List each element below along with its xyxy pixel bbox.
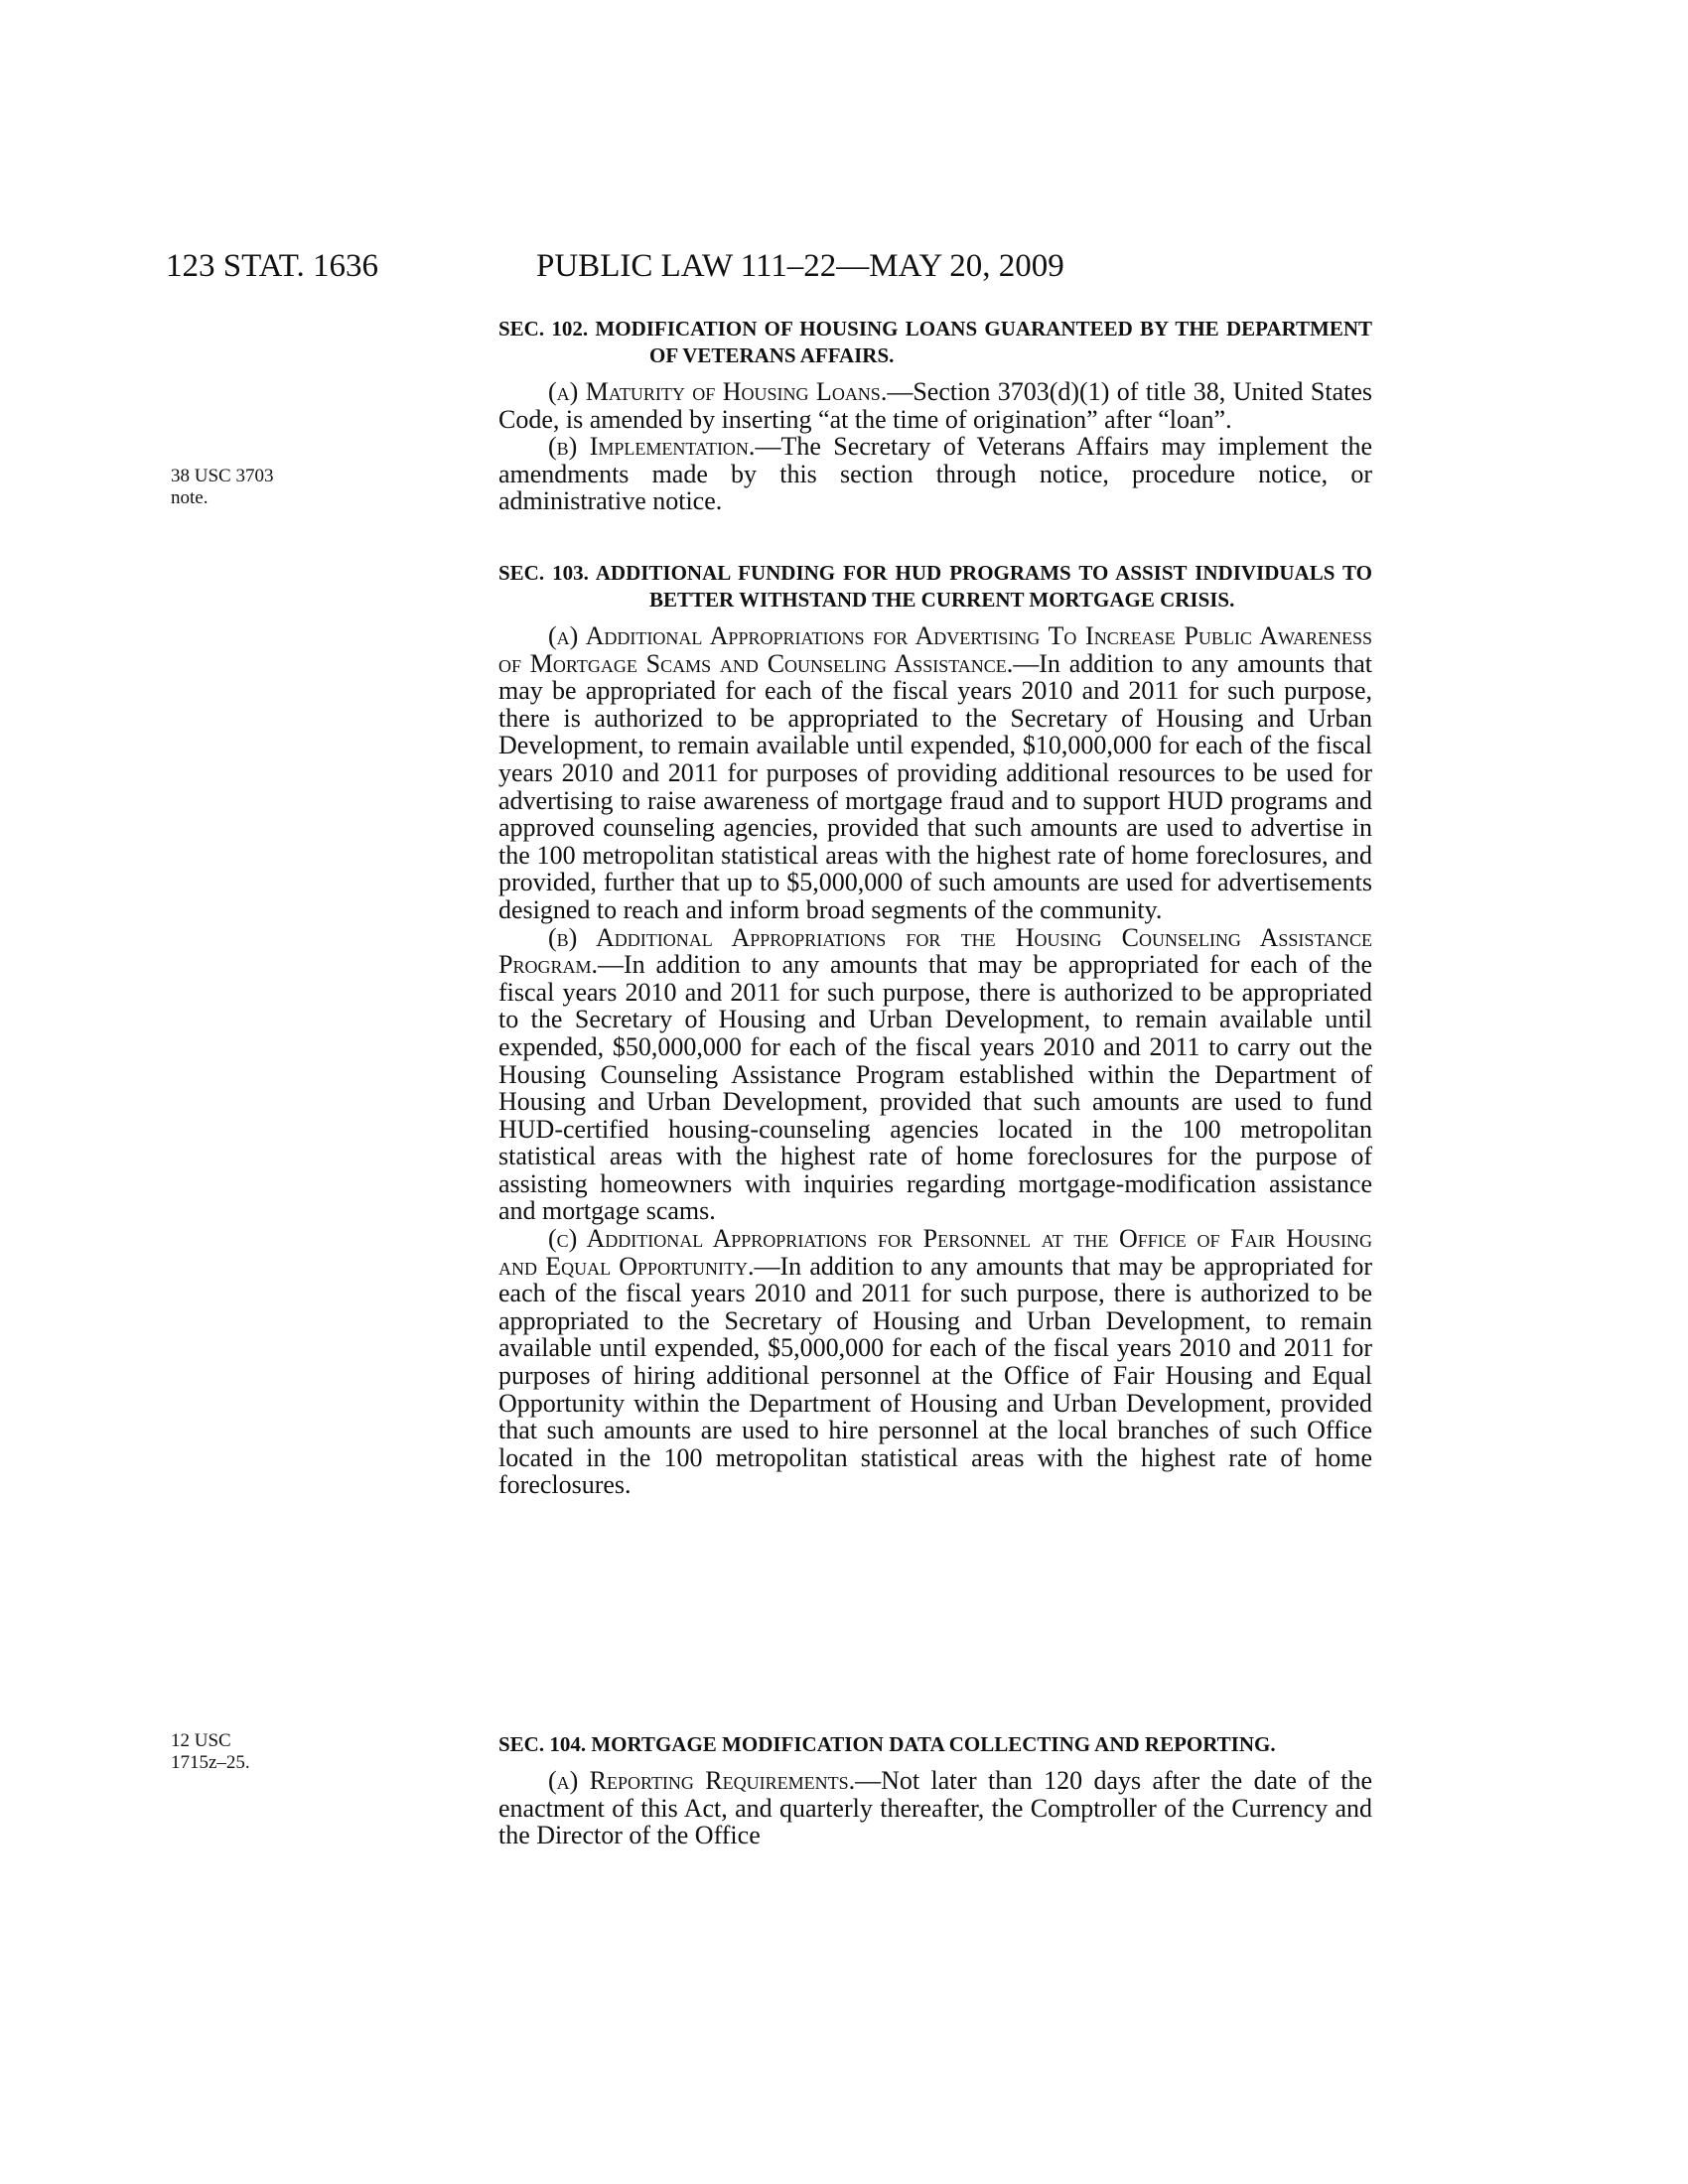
subsection-a xyxy=(498,1767,1372,1849)
subsection-label: (a) Reporting Requirements. xyxy=(548,1766,856,1795)
subsection-text: —In addition to any amounts that may be appropriated for each of the fiscal years 2010 and 2011 for such purpose, there is authorized to be appropriated to the Secretary of Housing and Urban Development, to remain available until expended, $50,000,000 for each of the fiscal years 2010 and 2011 to carry out the Housing Counseling Assistance Program established within the Department of Housing and Urban Development, provided that such amounts are used to fund HUD-certified housing-counseling agencies located in the 100 metropolitan statistical areas with the highest rate of home foreclosures for the purpose of assisting homeowners with inquiries regarding mortgage-modification assistance and mortgage scams. xyxy=(498,950,1372,1226)
subsection-b xyxy=(498,924,1372,1226)
law-title: PUBLIC LAW 111–22—MAY 20, 2009 xyxy=(536,248,1064,284)
subsection-label: (a) Maturity of Housing Loans. xyxy=(548,377,888,406)
section-102 xyxy=(498,316,1372,515)
subsection-a xyxy=(498,622,1372,924)
margin-note-line: note. xyxy=(171,487,209,508)
subsection-label: (b) Implementation. xyxy=(548,432,756,462)
subsection-label: (a) Additional Appropriations for Advertising To Increase Public Awareness of Mortgage Scams and Counseling Assistance. xyxy=(498,621,1372,678)
section-heading: SEC. 104. MORTGAGE MODIFICATION DATA COLLECTING AND REPORTING. xyxy=(498,1732,1276,1756)
page-header xyxy=(166,248,1371,298)
margin-note-12-usc xyxy=(171,1730,310,1774)
section-104 xyxy=(498,1731,1372,1849)
subsection-c xyxy=(498,1225,1372,1499)
margin-note-38-usc xyxy=(171,466,310,509)
section-heading: SEC. 103. ADDITIONAL FUNDING FOR HUD PROGRAMS TO ASSIST INDIVIDUALS TO BETTER WITHSTAND THE CURRENT MORTGAGE CRISIS. xyxy=(498,561,1372,612)
subsection-text: —Section 3703(d)(1) of title 38, United States Code, is amended by inserting “at the time of origination” after “loan”. xyxy=(498,377,1372,434)
subsection-b xyxy=(498,433,1372,515)
margin-note-line: 12 USC xyxy=(171,1730,231,1751)
section-heading: SEC. 102. MODIFICATION OF HOUSING LOANS GUARANTEED BY THE DEPARTMENT OF VETERANS AFFAIRS. xyxy=(498,317,1372,367)
section-103 xyxy=(498,560,1372,1499)
subsection-text: —In addition to any amounts that may be appropriated for each of the fiscal years 2010 and 2011 for such purpose, there is authorized to be appropriated to the Secretary of Housing and Urban Development, to remain available until expended, $5,000,000 for each of the fiscal years 2010 and 2011 for purposes of hiring additional personnel at the Office of Fair Housing and Equal Opportunity within the Department of Housing and Urban Development, provided that such amounts are used to hire personnel at the local branches of such Office located in the 100 metropolitan statistical areas with the highest rate of home foreclosures. xyxy=(498,1251,1373,1500)
stat-citation: 123 STAT. 1636 xyxy=(166,248,379,284)
subsection-text: —The Secretary of Veterans Affairs may implement the amendments made by this section through notice, procedure notice, or administrative notice. xyxy=(498,432,1372,516)
subsection-text: —Not later than 120 days after the date of the enactment of this Act, and quarterly thereafter, the Comptroller of the Currency and the Director of the Office xyxy=(498,1766,1372,1850)
subsection-label: (b) Additional Appropriations for the Housing Counseling Assistance Program. xyxy=(498,922,1372,980)
subsection-a xyxy=(498,378,1372,433)
subsection-text: —In addition to any amounts that may be appropriated for each of the fiscal years 2010 and 2011 for such purpose, there is authorized to be appropriated to the Secretary of Housing and Urban Development, to remain available until expended, $10,000,000 for each of the fiscal years 2010 and 2011 for purposes of providing additional resources to be used for advertising to raise awareness of mortgage fraud and to support HUD programs and approved counseling agencies, provided that such amounts are used to advertise in the 100 metropolitan statistical areas with the highest rate of home foreclosures, and provided, further that up to $5,000,000 of such amounts are used for advertisements designed to reach and inform broad segments of the community. xyxy=(498,648,1372,924)
margin-note-line: 1715z–25. xyxy=(171,1752,250,1773)
subsection-label: (c) Additional Appropriations for Personnel at the Office of Fair Housing and Equal Opportunity. xyxy=(498,1224,1372,1281)
margin-note-line: 38 USC 3703 xyxy=(171,466,274,486)
